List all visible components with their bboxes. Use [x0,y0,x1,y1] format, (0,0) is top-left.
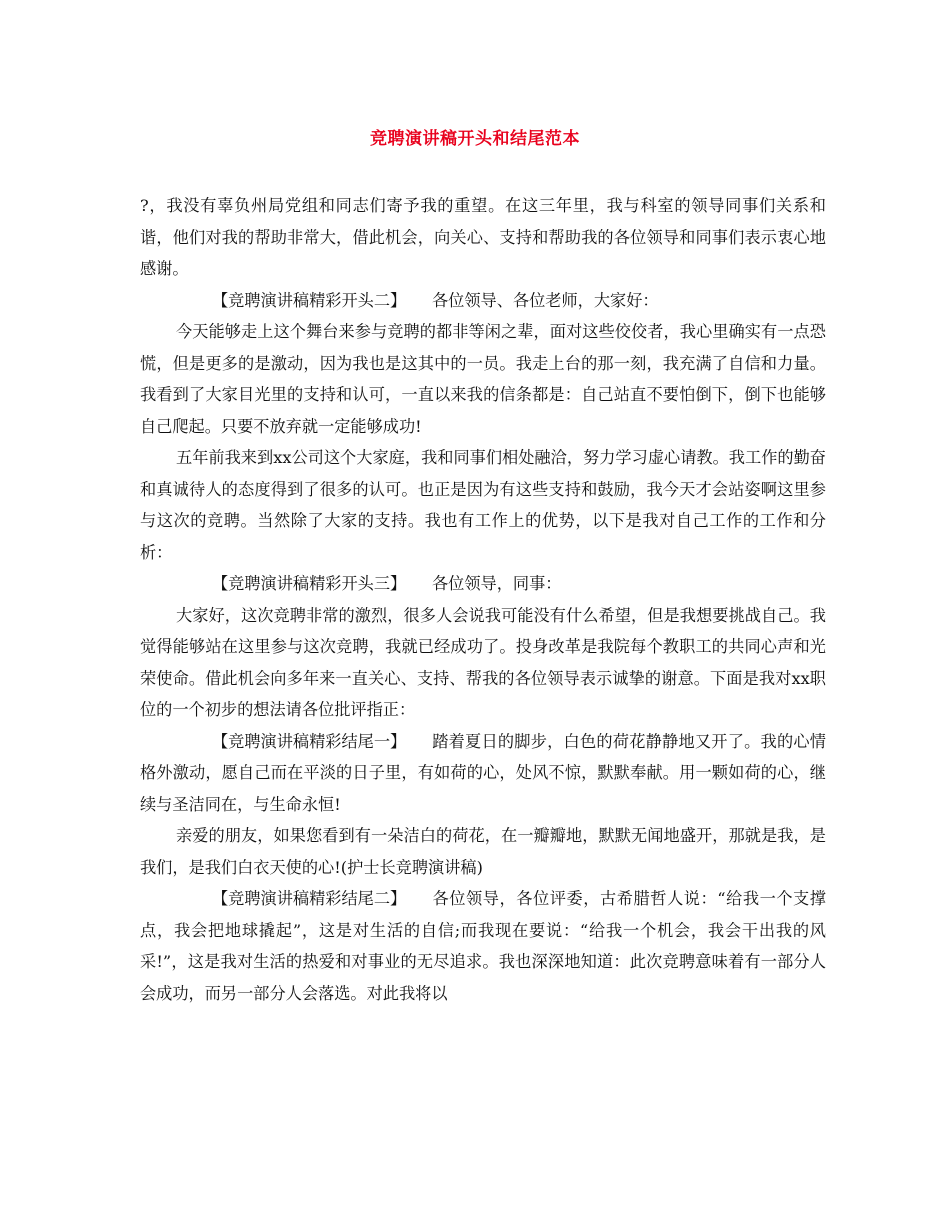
paragraph-9 [140,883,826,1009]
paragraph-2 [140,285,826,317]
paragraph-text: 踏着夏日的脚步，白色的荷花静静地又开了。我的心情格外激动，愿自己而在平淡的日子里，有如荷的心，处风不惊，默默奉献。用一颗如荷的心，继续与圣洁同在，与生命永恒! [140,731,826,814]
paragraph-text: 大家好，这次竞聘非常的激烈，很多人会说我可能没有什么希望，但是我想要挑战自己。我觉得能够站在这里参与这次竞聘，我就已经成功了。投身改革是我院每个教职工的共同心声和光荣使命。借此机会向多年来一直关心、支持、帮我的各位领导表示诚挚的谢意。下面是我对xx职位的一个初步的想法请各位批评指正： [140,605,826,719]
paragraph-6 [140,600,826,726]
document-body [140,190,826,1009]
paragraph-text: 今天能够走上这个舞台来参与竞聘的都非等闲之辈，面对这些佼佼者，我心里确实有一点恐慌，但是更多的是激动，因为我也是这其中的一员。我走上台的那一刻，我充满了自信和力量。我看到了大家目光里的支持和认可，一直以来我的信条都是：自己站直不要怕倒下，倒下也能够自己爬起。只要不放弃就一定能够成功! [140,322,826,436]
document-title: 竞聘演讲稿开头和结尾范本 [370,129,580,149]
section-heading: 【竞聘演讲稿精彩开头三】 [212,574,407,593]
paragraph-7 [140,726,826,821]
section-heading: 【竞聘演讲稿精彩开头二】 [212,290,407,310]
paragraph-text: 五年前我来到xx公司这个大家庭，我和同事们相处融洽，努力学习虚心请教。我工作的勤奋和真诚待人的态度得到了很多的认可。也正是因为有这些支持和鼓励，我今天才会站姿啊这里参与这次的竞聘。当然除了大家的支持。我也有工作上的优势，以下是我对自己工作的工作和分析： [140,448,826,562]
paragraph-text: 亲爱的朋友，如果您看到有一朵洁白的荷花，在一瓣瓣地，默默无闻地盛开，那就是我，是我们，是我们白衣天使的心!(护士长竞聘演讲稿) [140,826,826,877]
paragraph-text: ?，我没有辜负州局党组和同志们寄予我的重望。在这三年里，我与科室的领导同事们关系和谐，他们对我的帮助非常大，借此机会，向关心、支持和帮助我的各位领导和同事们表示衷心地感谢。 [140,196,826,278]
paragraph-text: 各位领导、各位老师，大家好： [432,290,659,310]
section-heading: 【竞聘演讲稿精彩结尾二】 [212,889,407,908]
paragraph-text: 各位领导，各位评委，古希腊哲人说：“给我一个支撑点，我会把地球撬起”，这是对生活的自信;而我现在要说：“给我一个机会，我会干出我的风采!”，这是我对生活的热爱和对事业的无尽追求。我也深深地知道：此次竞聘意味着有一部分人会成功，而另一部分人会落选。对此我将以 [140,889,826,1003]
paragraph-5 [140,568,826,600]
paragraph-text: 各位领导，同事： [432,574,562,593]
paragraph-3 [140,316,826,442]
paragraph-1 [140,190,826,285]
section-heading: 【竞聘演讲稿精彩结尾一】 [212,731,407,751]
paragraph-4 [140,442,826,568]
paragraph-8 [140,820,826,883]
